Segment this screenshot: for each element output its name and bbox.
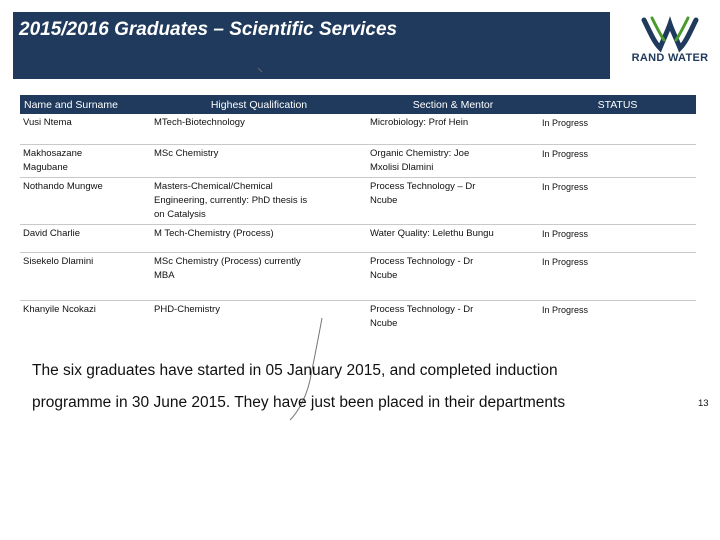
cell-section: Process Technology - Dr Ncube [367,300,539,334]
cell-status: In Progress [539,252,696,300]
table-row [20,300,696,334]
header-qualification: Highest Qualification [151,95,367,114]
cell-status: In Progress [539,177,696,224]
cell-status: In Progress [539,144,696,177]
header-name: Name and Surname [20,95,151,114]
table-row [20,177,696,224]
cell-status: In Progress [542,118,589,128]
cell-qualification: MSc Chemistry [151,144,367,177]
cell-qualification: MTech-Biotechnology [154,117,245,128]
logo-wordmark: RAND WATER [631,52,709,64]
header-status: STATUS [539,95,696,114]
table-row [20,252,696,300]
table-row [20,114,696,144]
cell-qualification: M Tech-Chemistry (Process) [151,224,367,252]
table-row [20,144,696,177]
table-header-row [20,95,696,114]
cell-qualification: MSc Chemistry (Process) currently MBA [151,252,367,300]
header-section: Section & Mentor [367,95,539,114]
graduates-table [20,95,696,334]
cell-section: Microbiology: Prof Hein [370,117,469,128]
cell-section: Water Quality: Lelethu Bungu [367,224,539,252]
slide-title: 2015/2016 Graduates – Scientific Services [19,19,398,40]
page-number: 13 [698,398,709,409]
cell-name: David Charlie [20,224,151,252]
cell-name: Vusi Ntema [23,117,72,128]
table-row [20,224,696,252]
cell-section: Process Technology – Dr Ncube [367,177,539,224]
footer-line-2: programme in 30 June 2015. They have just been placed in their departments [32,394,566,411]
cell-name: Khanyile Ncokazi [20,300,151,334]
cell-section: Process Technology - Dr Ncube [367,252,539,300]
cell-section: Organic Chemistry: Joe Mxolisi Dlamini [367,144,539,177]
cell-qualification: Masters-Chemical/Chemical Engineering, currently: PhD thesis is on Catalysis [151,177,367,224]
cell-status: In Progress [539,300,696,334]
cell-name: Nothando Mungwe [20,177,151,224]
cell-qualification: PHD-Chemistry [151,300,367,334]
cell-name: Sisekelo Dlamini [20,252,151,300]
cell-status: In Progress [539,224,696,252]
cell-name: Makhosazane Magubane [20,144,151,177]
footer-line-1: The six graduates have started in 05 January 2015, and completed induction [32,362,558,379]
